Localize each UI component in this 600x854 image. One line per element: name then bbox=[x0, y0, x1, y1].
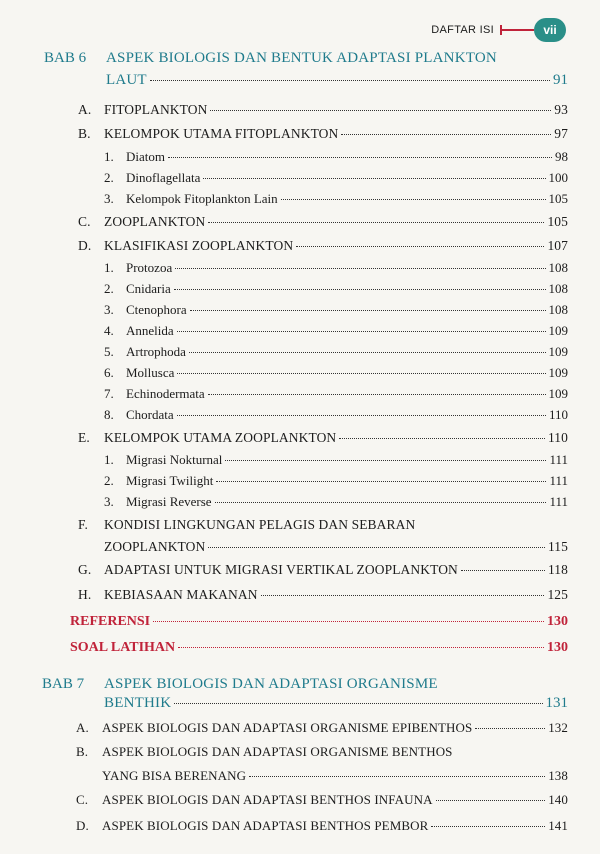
leader-dots bbox=[190, 310, 546, 311]
leader-dots bbox=[341, 134, 551, 135]
entry-title: ASPEK BIOLOGIS DAN ADAPTASI BENTHOS INFAUNA bbox=[102, 792, 433, 807]
entry-title: FITOPLANKTON bbox=[104, 102, 208, 117]
entry-number: D. bbox=[76, 818, 89, 833]
entry-number: H. bbox=[78, 587, 92, 602]
entry-number: B. bbox=[78, 126, 91, 141]
entry-number: C. bbox=[76, 792, 89, 807]
entry-number: 1. bbox=[104, 260, 114, 275]
entry-number: G. bbox=[78, 562, 92, 577]
toc-entry[interactable] bbox=[78, 517, 568, 533]
entry-title: Migrasi Reverse bbox=[126, 494, 212, 509]
entry-number: 3. bbox=[104, 191, 114, 206]
toc-subentry[interactable] bbox=[104, 191, 568, 207]
leader-dots bbox=[174, 703, 542, 704]
page-ref: 107 bbox=[547, 238, 568, 253]
entry-number: 1. bbox=[104, 452, 114, 467]
entry-number: 8. bbox=[104, 407, 114, 422]
leader-dots bbox=[216, 481, 546, 482]
entry-title: ASPEK BIOLOGIS DAN ADAPTASI ORGANISME BENTHOS bbox=[102, 744, 453, 759]
toc-entry[interactable] bbox=[78, 126, 568, 142]
leader-dots bbox=[208, 394, 546, 395]
toc-subentry[interactable] bbox=[104, 386, 568, 402]
entry-number: 5. bbox=[104, 344, 114, 359]
entry-title: Ctenophora bbox=[126, 302, 187, 317]
page-ref: 110 bbox=[548, 407, 568, 422]
page-ref: 93 bbox=[554, 102, 568, 117]
page-ref: 109 bbox=[548, 323, 568, 338]
leader-dots bbox=[175, 268, 545, 269]
entry-title: Migrasi Twilight bbox=[126, 473, 214, 488]
page-ref: 125 bbox=[547, 587, 568, 602]
chapter-title-cont: LAUT bbox=[106, 72, 147, 88]
page-ref: 108 bbox=[548, 281, 568, 296]
toc-entry[interactable] bbox=[78, 102, 568, 118]
leader-dots bbox=[215, 502, 547, 503]
entry-title: KELOMPOK UTAMA ZOOPLANKTON bbox=[104, 430, 337, 445]
leader-dots bbox=[281, 199, 546, 200]
page-ref: 111 bbox=[549, 494, 568, 509]
entry-title: Artrophoda bbox=[126, 344, 186, 359]
leader-dots bbox=[225, 460, 546, 461]
toc-subentry[interactable] bbox=[104, 473, 568, 489]
page-ref: 111 bbox=[549, 473, 568, 488]
toc-entry[interactable] bbox=[78, 562, 568, 578]
chapter-title: ASPEK BIOLOGIS DAN BENTUK ADAPTASI PLANKTON bbox=[106, 50, 497, 66]
page-ref: 130 bbox=[547, 614, 568, 629]
page-ref: 111 bbox=[549, 452, 568, 467]
entry-number: E. bbox=[78, 430, 90, 445]
entry-title: KLASIFIKASI ZOOPLANKTON bbox=[104, 238, 294, 253]
entry-title: Diatom bbox=[126, 149, 165, 164]
toc-subentry[interactable] bbox=[104, 281, 568, 297]
page-ref: 115 bbox=[547, 539, 568, 554]
page-ref: 98 bbox=[555, 149, 568, 164]
toc-entry[interactable] bbox=[76, 792, 568, 808]
leader-dots bbox=[339, 438, 545, 439]
page-ref: 97 bbox=[554, 126, 568, 141]
header-label: DAFTAR ISI bbox=[431, 24, 494, 36]
page-ref: 105 bbox=[548, 191, 568, 206]
chapter-title-cont: BENTHIK bbox=[104, 695, 172, 711]
page-ref: 130 bbox=[547, 640, 568, 655]
page-ref: 132 bbox=[548, 720, 568, 735]
toc-subentry[interactable] bbox=[104, 407, 568, 423]
entry-title-cont: ZOOPLANKTON bbox=[104, 539, 206, 554]
page-ref: 131 bbox=[545, 695, 568, 711]
entry-title: ASPEK BIOLOGIS DAN ADAPTASI ORGANISME EPIBENTHOS bbox=[102, 720, 473, 735]
page-ref: 108 bbox=[548, 302, 568, 317]
toc-entry[interactable] bbox=[78, 214, 568, 230]
entry-number: 2. bbox=[104, 473, 114, 488]
toc-entry[interactable] bbox=[76, 720, 568, 736]
toc-referensi[interactable] bbox=[70, 614, 568, 630]
entry-title: Echinodermata bbox=[126, 386, 205, 401]
chapter-number: BAB 6 bbox=[44, 50, 87, 66]
toc-subentry[interactable] bbox=[104, 452, 568, 468]
page-ref: 105 bbox=[547, 214, 568, 229]
entry-number: D. bbox=[78, 238, 92, 253]
leader-dots bbox=[177, 331, 546, 332]
entry-number: 4. bbox=[104, 323, 114, 338]
chapter-title: ASPEK BIOLOGIS DAN ADAPTASI ORGANISME bbox=[104, 676, 438, 692]
page-ref: 118 bbox=[547, 562, 568, 577]
toc-subentry[interactable] bbox=[104, 365, 568, 381]
toc-entry[interactable] bbox=[78, 430, 568, 446]
page-ref: 140 bbox=[548, 792, 568, 807]
leader-dots bbox=[296, 246, 544, 247]
entry-title: Chordata bbox=[126, 407, 174, 422]
leader-dots bbox=[150, 80, 550, 81]
chapter-6-heading[interactable] bbox=[44, 50, 564, 67]
entry-number: B. bbox=[76, 744, 89, 759]
entry-number: 3. bbox=[104, 302, 114, 317]
entry-title: ADAPTASI UNTUK MIGRASI VERTIKAL ZOOPLANKTON bbox=[104, 562, 458, 577]
leader-dots bbox=[208, 547, 545, 548]
entry-title-cont: YANG BISA BERENANG bbox=[102, 768, 247, 783]
toc-subentry[interactable] bbox=[104, 323, 568, 339]
leader-dots bbox=[189, 352, 546, 353]
page-ref: 109 bbox=[548, 344, 568, 359]
entry-number: 1. bbox=[104, 149, 114, 164]
chapter-7-heading[interactable] bbox=[42, 676, 562, 693]
leader-dots bbox=[177, 373, 545, 374]
entry-number: 7. bbox=[104, 386, 114, 401]
entry-title: Cnidaria bbox=[126, 281, 171, 296]
entry-title: ZOOPLANKTON bbox=[104, 214, 206, 229]
entry-title: Migrasi Nokturnal bbox=[126, 452, 223, 467]
leader-dots bbox=[475, 728, 545, 729]
leader-dots bbox=[203, 178, 545, 179]
entry-number: F. bbox=[78, 517, 89, 532]
toc-subentry[interactable] bbox=[104, 149, 568, 165]
entry-number: A. bbox=[76, 720, 89, 735]
leader-dots bbox=[461, 570, 545, 571]
page-number-badge: vii bbox=[534, 18, 566, 42]
page-ref: 141 bbox=[548, 818, 568, 833]
toc-subentry[interactable] bbox=[104, 170, 568, 186]
entry-number: A. bbox=[78, 102, 92, 117]
toc-entry[interactable] bbox=[76, 818, 568, 834]
leader-dots bbox=[431, 826, 545, 827]
toc-entry-cont[interactable] bbox=[102, 768, 568, 784]
entry-number: 3. bbox=[104, 494, 114, 509]
entry-title: KELOMPOK UTAMA FITOPLANKTON bbox=[104, 126, 339, 141]
toc-subentry[interactable] bbox=[104, 260, 568, 276]
toc-soal-latihan[interactable] bbox=[70, 640, 568, 656]
page-ref: 110 bbox=[547, 430, 568, 445]
leader-dots bbox=[177, 415, 546, 416]
toc-subentry[interactable] bbox=[104, 494, 568, 510]
page-ref: 100 bbox=[548, 170, 568, 185]
page-ref: 138 bbox=[548, 768, 568, 783]
leader-dots bbox=[261, 595, 545, 596]
chapter-number: BAB 7 bbox=[42, 676, 85, 692]
entry-title: KONDISI LINGKUNGAN PELAGIS DAN SEBARAN bbox=[104, 517, 416, 532]
entry-title: SOAL LATIHAN bbox=[70, 640, 176, 655]
entry-number: 2. bbox=[104, 281, 114, 296]
toc-entry-cont[interactable] bbox=[104, 539, 568, 555]
chapter-7-heading-cont[interactable] bbox=[104, 695, 568, 712]
entry-title: KEBIASAAN MAKANAN bbox=[104, 587, 258, 602]
toc-entry[interactable] bbox=[78, 238, 568, 254]
entry-number: 6. bbox=[104, 365, 114, 380]
leader-dots bbox=[436, 800, 546, 801]
leader-dots bbox=[249, 776, 545, 777]
leader-dots bbox=[178, 647, 544, 648]
entry-number: C. bbox=[78, 214, 91, 229]
header-rule bbox=[500, 29, 534, 31]
page-ref: 109 bbox=[548, 365, 568, 380]
page-ref: 91 bbox=[553, 72, 568, 88]
leader-dots bbox=[168, 157, 552, 158]
entry-title: Mollusca bbox=[126, 365, 175, 380]
entry-title: Annelida bbox=[126, 323, 174, 338]
entry-title: Dinoflagellata bbox=[126, 170, 201, 185]
entry-title: Kelompok Fitoplankton Lain bbox=[126, 191, 278, 206]
toc-subentry[interactable] bbox=[104, 302, 568, 318]
page-ref: 108 bbox=[548, 260, 568, 275]
entry-title: Protozoa bbox=[126, 260, 173, 275]
toc-subentry[interactable] bbox=[104, 344, 568, 360]
entry-title: ASPEK BIOLOGIS DAN ADAPTASI BENTHOS PEMBOR bbox=[102, 818, 429, 833]
toc-entry[interactable] bbox=[78, 587, 568, 603]
entry-title: REFERENSI bbox=[70, 614, 151, 629]
entry-number: 2. bbox=[104, 170, 114, 185]
toc-entry[interactable] bbox=[76, 744, 568, 760]
leader-dots bbox=[208, 222, 544, 223]
leader-dots bbox=[174, 289, 546, 290]
leader-dots bbox=[153, 621, 544, 622]
chapter-6-heading-cont[interactable] bbox=[106, 72, 568, 89]
leader-dots bbox=[210, 110, 551, 111]
page-header bbox=[431, 18, 566, 42]
page-ref: 109 bbox=[548, 386, 568, 401]
